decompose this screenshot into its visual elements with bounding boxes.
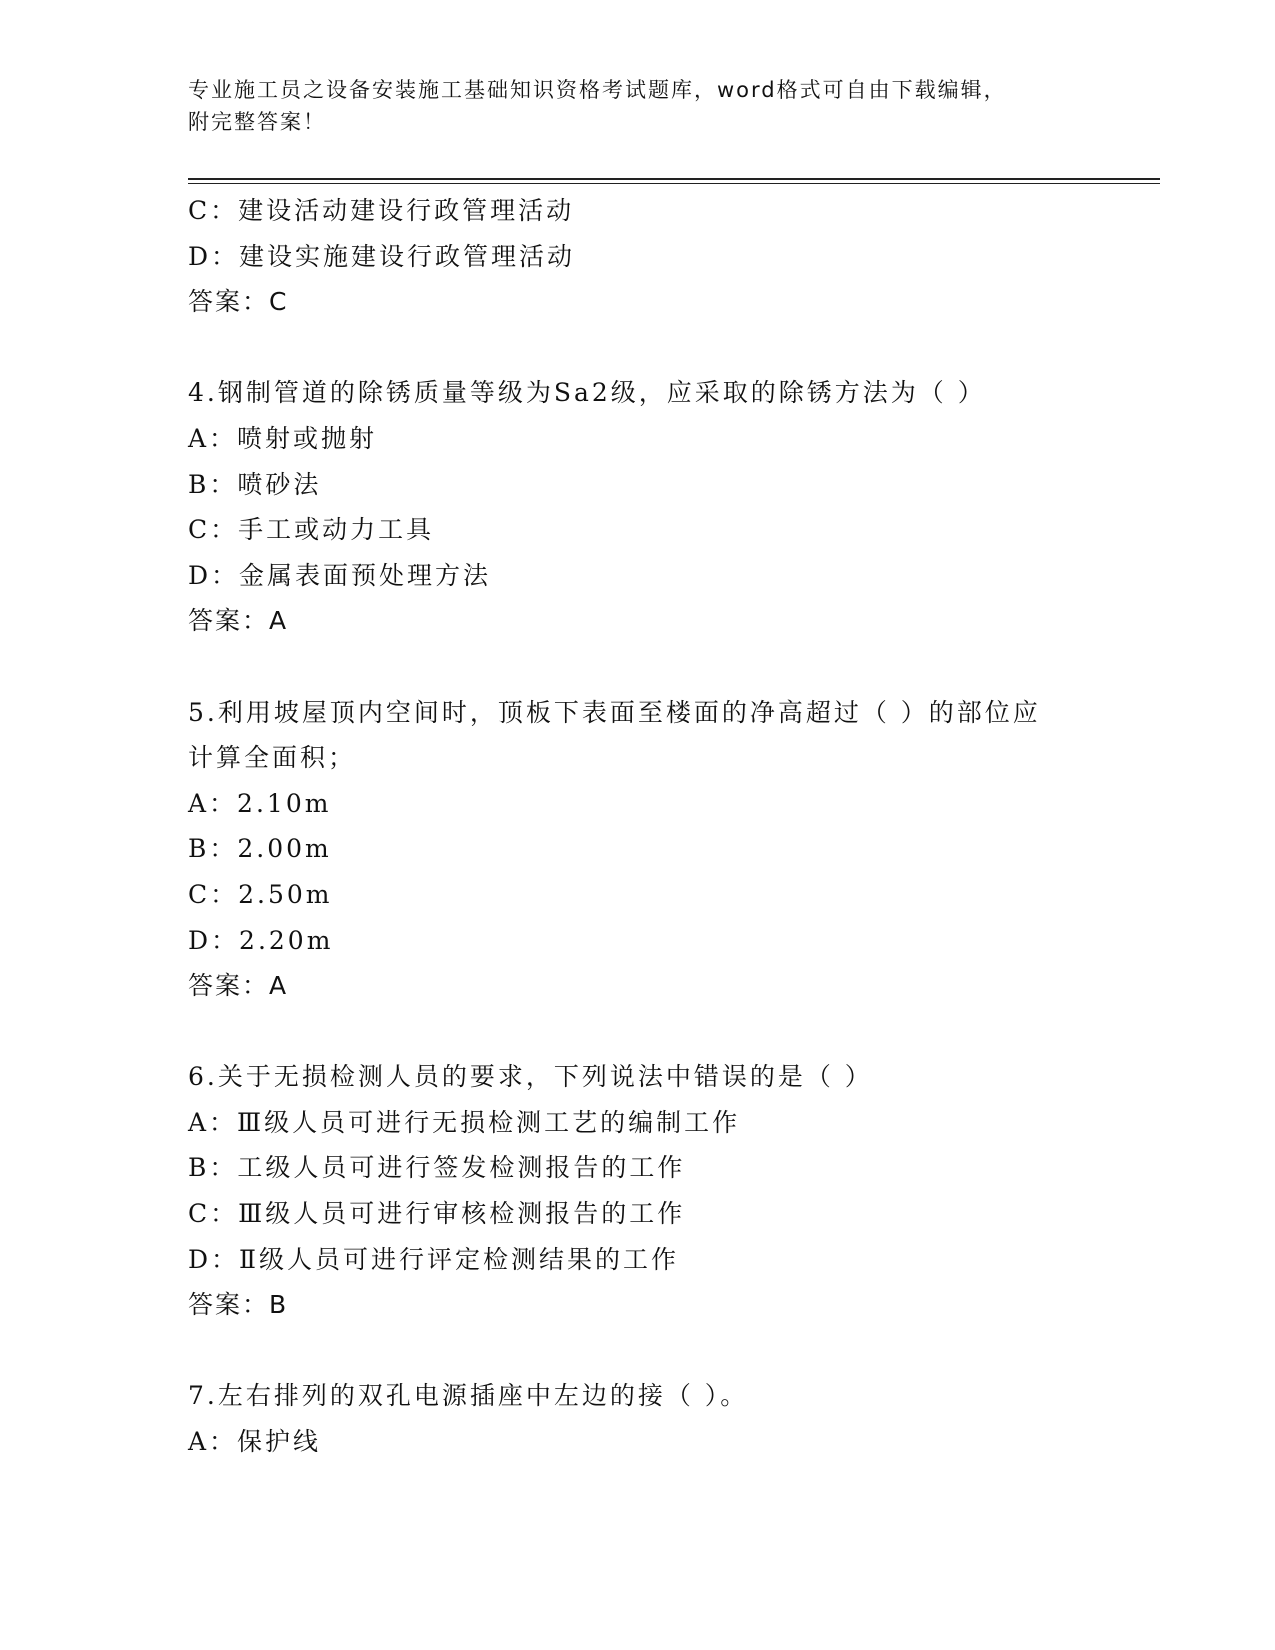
- answer-label: 答案：C: [188, 287, 289, 317]
- question-6: [188, 1054, 1128, 1328]
- question-5: [188, 690, 1128, 1009]
- option-b: B：工级人员可进行签发检测报告的工作: [188, 1153, 686, 1183]
- header-divider-thin: [188, 183, 1160, 184]
- option-c: C：手工或动力工具: [188, 515, 435, 545]
- question-3: [188, 188, 1128, 325]
- answer-label: 答案：A: [188, 971, 289, 1001]
- option-c: C：2.50m: [188, 879, 333, 909]
- header-divider-thick: [188, 178, 1160, 180]
- question-7: [188, 1373, 1128, 1464]
- option-d: D：2.20m: [188, 925, 334, 955]
- question-text-line-1: 5.利用坡屋顶内空间时，顶板下表面至楼面的净高超过（ ）的部位应: [188, 697, 1041, 727]
- question-text: 7.左右排列的双孔电源插座中左边的接（ ）。: [188, 1381, 749, 1411]
- header-line-2: 附完整答案！: [188, 110, 326, 134]
- option-a: A：2.10m: [188, 788, 332, 818]
- spacer: [188, 644, 1128, 690]
- question-4: [188, 370, 1128, 644]
- option-b: B：喷砂法: [188, 469, 322, 499]
- option-a: A：Ⅲ级人员可进行无损检测工艺的编制工作: [188, 1107, 741, 1137]
- spacer: [188, 1009, 1128, 1055]
- document-header: [188, 74, 1088, 138]
- question-list: [188, 188, 1128, 1465]
- option-c: C：建设活动建设行政管理活动: [188, 196, 575, 225]
- answer-label: 答案：B: [188, 1290, 289, 1320]
- option-c: C：Ⅲ级人员可进行审核检测报告的工作: [188, 1199, 686, 1229]
- option-b: B：2.00m: [188, 834, 332, 864]
- option-d: D：建设实施建设行政管理活动: [188, 241, 576, 271]
- option-a: A：保护线: [188, 1427, 322, 1457]
- option-d: D：金属表面预处理方法: [188, 560, 492, 590]
- header-line-1: 专业施工员之设备安装施工基础知识资格考试题库，word格式可自由下载编辑，: [188, 78, 1007, 102]
- question-text: 4.钢制管道的除锈质量等级为Sa2级，应采取的除锈方法为（ ）: [188, 378, 986, 408]
- answer-label: 答案：A: [188, 606, 289, 636]
- option-d: D：Ⅱ级人员可进行评定检测结果的工作: [188, 1244, 680, 1274]
- spacer: [188, 325, 1128, 371]
- option-a: A：喷射或抛射: [188, 423, 378, 453]
- question-text: 6.关于无损检测人员的要求，下列说法中错误的是（ ）: [188, 1062, 873, 1092]
- spacer: [188, 1328, 1128, 1374]
- question-text-line-2: 计算全面积；: [188, 743, 357, 773]
